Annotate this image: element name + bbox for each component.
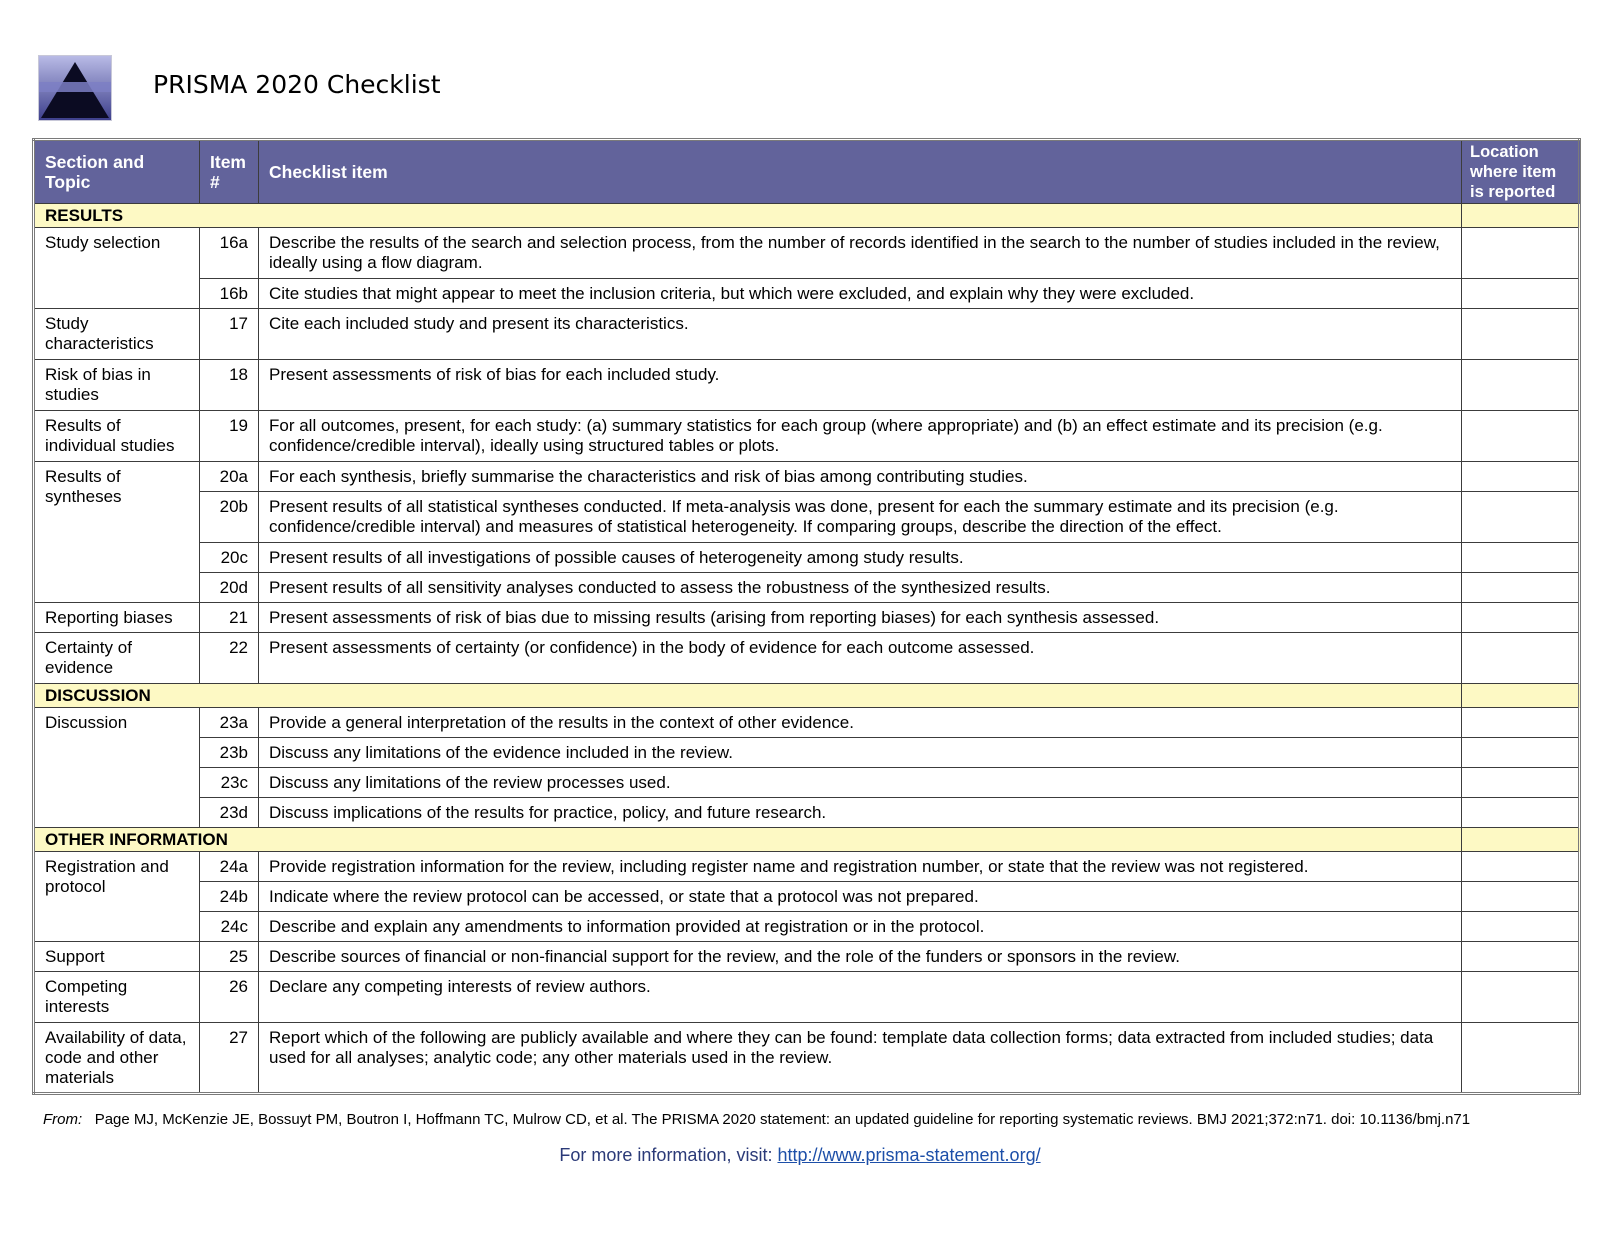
location-cell[interactable] (1462, 279, 1580, 309)
topic-cell: Results of individual studies (34, 411, 200, 462)
checklist-item-cell: Provide a general interpretation of the results in the context of other evidence. (259, 708, 1462, 738)
prisma-logo-graphic (39, 56, 111, 120)
page-title: PRISMA 2020 Checklist (153, 70, 441, 99)
table-row (34, 912, 1580, 942)
table-row (34, 798, 1580, 828)
table-row (34, 279, 1580, 309)
location-cell[interactable] (1462, 912, 1580, 942)
item-number-cell: 17 (200, 309, 259, 360)
table-row (34, 852, 1580, 882)
topic-cell: Support (34, 942, 200, 972)
topic-cell: Competing interests (34, 972, 200, 1023)
item-number-cell: 18 (200, 360, 259, 411)
item-number-cell: 24c (200, 912, 259, 942)
table-row (34, 360, 1580, 411)
topic-cell: Discussion (34, 708, 200, 828)
location-cell[interactable] (1462, 603, 1580, 633)
checklist-item-cell: Discuss implications of the results for practice, policy, and future research. (259, 798, 1462, 828)
item-number-cell: 25 (200, 942, 259, 972)
checklist-item-cell: Indicate where the review protocol can be accessed, or state that a protocol was not prepared. (259, 882, 1462, 912)
location-cell[interactable] (1462, 573, 1580, 603)
location-cell[interactable] (1462, 543, 1580, 573)
more-info-label: For more information, visit: (559, 1145, 773, 1165)
topic-cell: Availability of data, code and other materials (34, 1023, 200, 1094)
topic-cell: Risk of bias in studies (34, 360, 200, 411)
section-row (34, 684, 1580, 708)
prisma-website-link[interactable]: http://www.prisma-statement.org/ (777, 1145, 1041, 1165)
checklist-item-cell: Declare any competing interests of review authors. (259, 972, 1462, 1023)
table-row (34, 603, 1580, 633)
item-number-cell: 23d (200, 798, 259, 828)
topic-cell: Certainty of evidence (34, 633, 200, 684)
item-number-cell: 23c (200, 768, 259, 798)
table-row (34, 573, 1580, 603)
location-cell[interactable] (1462, 942, 1580, 972)
table-row (34, 492, 1580, 543)
location-cell[interactable] (1462, 798, 1580, 828)
location-cell[interactable] (1462, 852, 1580, 882)
location-cell[interactable] (1462, 492, 1580, 543)
prisma-logo (38, 55, 112, 121)
section-heading: OTHER INFORMATION (34, 828, 1462, 852)
checklist-item-cell: For all outcomes, present, for each study: (a) summary statistics for each group (where appropriate) and (b) an effect estimate and its precision (e.g. confidence/credible interval), ideally using structured tables or plots. (259, 411, 1462, 462)
item-number-cell: 24a (200, 852, 259, 882)
item-number-cell: 21 (200, 603, 259, 633)
item-number-cell: 20a (200, 462, 259, 492)
checklist-item-cell: Present assessments of risk of bias due to missing results (arising from reporting biases) for each synthesis assessed. (259, 603, 1462, 633)
item-number-cell: 27 (200, 1023, 259, 1094)
location-cell[interactable] (1462, 768, 1580, 798)
checklist-item-cell: Present results of all sensitivity analyses conducted to assess the robustness of the synthesized results. (259, 573, 1462, 603)
table-row (34, 309, 1580, 360)
item-number-cell: 20b (200, 492, 259, 543)
table-row (34, 543, 1580, 573)
location-cell[interactable] (1462, 633, 1580, 684)
citation-from-label: From: (43, 1111, 83, 1128)
checklist-item-cell: Provide registration information for the review, including register name and registration number, or state that the review was not registered. (259, 852, 1462, 882)
location-cell[interactable] (1462, 708, 1580, 738)
checklist-item-cell: Present assessments of certainty (or confidence) in the body of evidence for each outcome assessed. (259, 633, 1462, 684)
location-cell[interactable] (1462, 228, 1580, 279)
item-number-cell: 26 (200, 972, 259, 1023)
location-cell[interactable] (1462, 738, 1580, 768)
section-heading: RESULTS (34, 204, 1462, 228)
checklist-item-cell: Present assessments of risk of bias for each included study. (259, 360, 1462, 411)
item-number-cell: 23b (200, 738, 259, 768)
item-number-cell: 20c (200, 543, 259, 573)
checklist-table (32, 138, 1581, 1095)
checklist-item-cell: Discuss any limitations of the review processes used. (259, 768, 1462, 798)
checklist-item-cell: Report which of the following are publicly available and where they can be found: template data collection forms; data extracted from included studies; data used for all analyses; analytic code; any other materials used in the review. (259, 1023, 1462, 1094)
column-header-section: Section and Topic (34, 140, 200, 204)
column-header-item: Item # (200, 140, 259, 204)
location-cell[interactable] (1462, 462, 1580, 492)
location-cell[interactable] (1462, 882, 1580, 912)
location-cell[interactable] (1462, 972, 1580, 1023)
location-cell[interactable] (1462, 1023, 1580, 1094)
column-header-location: Location where item is reported (1462, 140, 1580, 204)
topic-cell: Study characteristics (34, 309, 200, 360)
checklist-item-cell: Present results of all statistical syntheses conducted. If meta-analysis was done, present for each the summary estimate and its precision (e.g. confidence/credible interval) and measures of statistical heterogeneity. If comparing groups, describe the direction of the effect. (259, 492, 1462, 543)
table-row (34, 972, 1580, 1023)
table-row (34, 942, 1580, 972)
citation-text: Page MJ, McKenzie JE, Bossuyt PM, Boutron I, Hoffmann TC, Mulrow CD, et al. The PRISMA 2020 statement: an updated guideline for reporting systematic reviews. BMJ 2021;372:n71. doi: 10.1136/bmj.n71 (94, 1111, 1471, 1128)
item-number-cell: 16a (200, 228, 259, 279)
checklist-item-cell: Describe the results of the search and selection process, from the number of records identified in the search to the number of studies included in the review, ideally using a flow diagram. (259, 228, 1462, 279)
item-number-cell: 23a (200, 708, 259, 738)
table-body (34, 204, 1580, 1094)
checklist-item-cell: Cite studies that might appear to meet the inclusion criteria, but which were excluded, and explain why they were excluded. (259, 279, 1462, 309)
location-cell[interactable] (1462, 411, 1580, 462)
checklist-item-cell: Present results of all investigations of possible causes of heterogeneity among study results. (259, 543, 1462, 573)
more-info (0, 1145, 1600, 1166)
table-row (34, 738, 1580, 768)
section-row (34, 828, 1580, 852)
table-row (34, 228, 1580, 279)
item-number-cell: 22 (200, 633, 259, 684)
table-header-row (34, 140, 1580, 204)
table-row (34, 411, 1580, 462)
section-row (34, 204, 1580, 228)
topic-cell: Study selection (34, 228, 200, 309)
topic-cell: Results of syntheses (34, 462, 200, 603)
table-row (34, 708, 1580, 738)
topic-cell: Reporting biases (34, 603, 200, 633)
item-number-cell: 16b (200, 279, 259, 309)
table-row (34, 768, 1580, 798)
location-cell[interactable] (1462, 309, 1580, 360)
section-heading: DISCUSSION (34, 684, 1462, 708)
checklist-item-cell: Describe and explain any amendments to information provided at registration or in the protocol. (259, 912, 1462, 942)
item-number-cell: 24b (200, 882, 259, 912)
table-row (34, 1023, 1580, 1094)
checklist-item-cell: Cite each included study and present its characteristics. (259, 309, 1462, 360)
citation (43, 1110, 1567, 1129)
table-row (34, 462, 1580, 492)
location-cell[interactable] (1462, 360, 1580, 411)
column-header-checklist-item: Checklist item (259, 140, 1462, 204)
section-location-cell (1462, 684, 1580, 708)
item-number-cell: 20d (200, 573, 259, 603)
topic-cell: Registration and protocol (34, 852, 200, 942)
checklist-item-cell: Discuss any limitations of the evidence included in the review. (259, 738, 1462, 768)
section-location-cell (1462, 204, 1580, 228)
section-location-cell (1462, 828, 1580, 852)
table-row (34, 882, 1580, 912)
checklist-item-cell: For each synthesis, briefly summarise the characteristics and risk of bias among contributing studies. (259, 462, 1462, 492)
table-row (34, 633, 1580, 684)
item-number-cell: 19 (200, 411, 259, 462)
checklist-item-cell: Describe sources of financial or non-financial support for the review, and the role of the funders or sponsors in the review. (259, 942, 1462, 972)
